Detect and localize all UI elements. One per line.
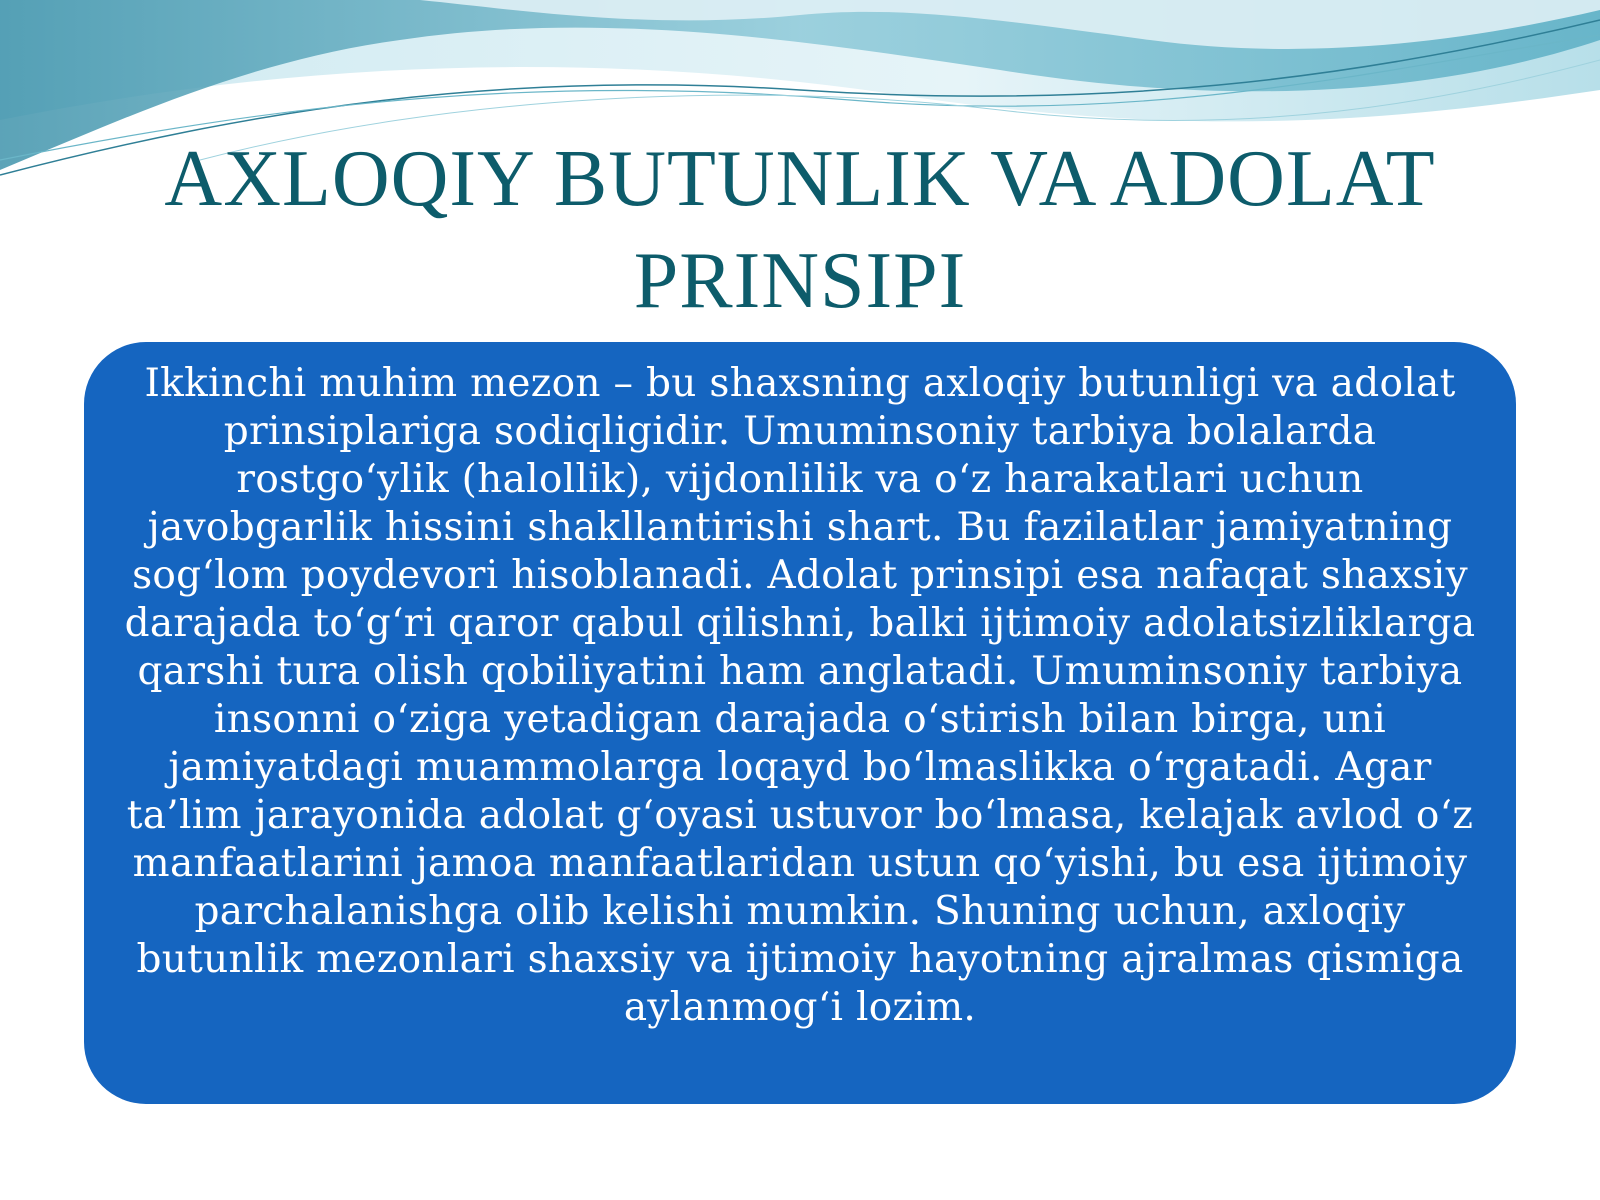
slide-title: AXLOQIY BUTUNLIK VA ADOLAT PRINSIPI [164, 135, 1436, 325]
body-text: Ikkinchi muhim mezon – bu shaxsning axloqiy butunligi va adolat prinsiplariga sodiqligidir. Umuminsoniy tarbiya bolalarda rostgo‘ylik (halollik), vijdonlilik va o‘z harakatlari uchun javobgarlik hissini shakllantirishi shart. Bu fazilatlar jamiyatning sog‘lom poydevori hisoblanadi. Adolat prinsipi esa nafaqat shaxsiy darajada to‘g‘ri qaror qabul qilishni, balki ijtimoiy adolatsizliklarga qarshi tura olish qobiliyatini ham anglatadi. Umuminsoniy tarbiya insonni o‘ziga yetadigan darajada o‘stirish bilan birga, uni jamiyatdagi muammolarga loqayd bo‘lmaslikka o‘rgatadi. Agar ta’lim jarayonida adolat g‘oyasi ustuvor bo‘lmasa, kelajak avlod o‘z manfaatlarini jamoa manfaatlaridan ustun qo‘yishi, bu esa ijtimoiy parchalanishga olib kelishi mumkin. Shuning uchun, axloqiy butunlik mezonlari shaxsiy va ijtimoiy hayotning ajralmas qismiga aylanmog‘i lozim. [124, 361, 1476, 1030]
content-box [84, 342, 1516, 1104]
